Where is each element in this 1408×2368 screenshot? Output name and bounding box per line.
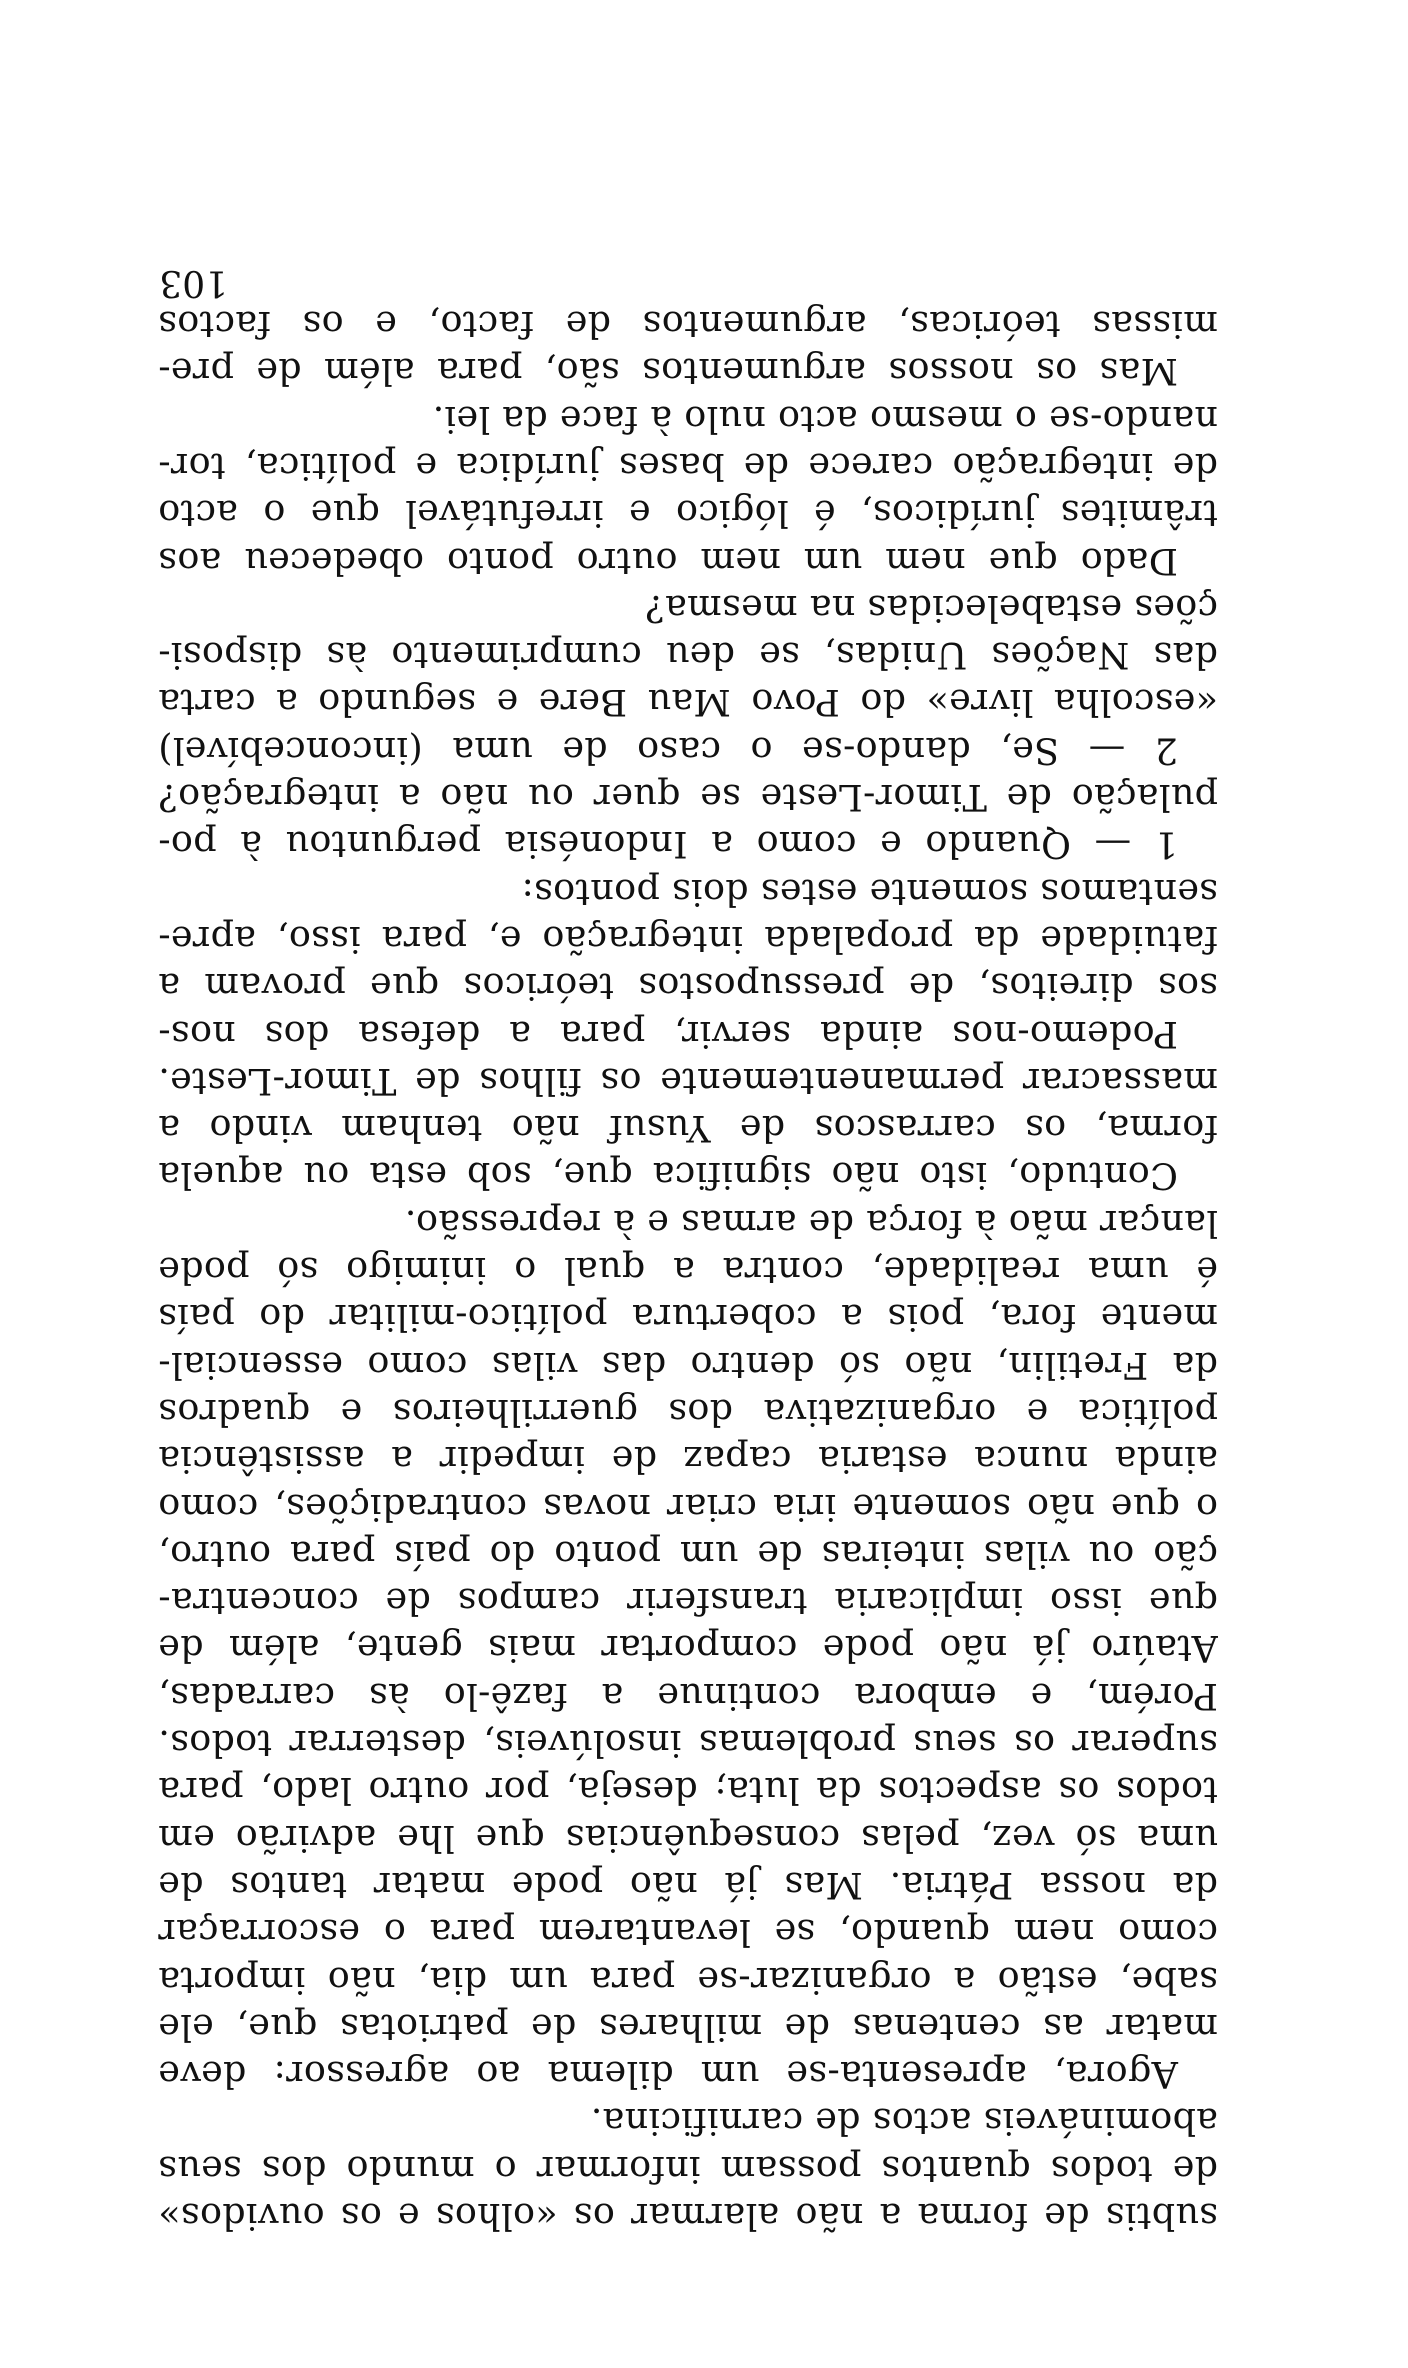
text-line: sos direitos, de pressupostos teóricos que provam a <box>158 965 1218 1009</box>
text-line: forma, os carrascos de Yusuf não tenham vindo a <box>158 1107 1218 1151</box>
text-line: política e organizativa dos guerrilheiros e quadros <box>158 1390 1218 1434</box>
text-line: Porém, e embora continue a fazê-lo às carradas, <box>158 1674 1218 1718</box>
text-line: missas teóricas, argumentos de facto, e os factos <box>158 303 1218 347</box>
text-line: nando-se o mesmo acto nulo à face da lei. <box>432 397 1218 441</box>
text-line: 2 — Se, dando-se o caso de uma (inconcebível) <box>158 728 1178 772</box>
text-line: todos os aspectos da luta; deseja, por outro lado, para <box>158 1769 1218 1813</box>
text-line: sabe, estão a organizar-se para um dia, não importa <box>158 1958 1218 2002</box>
text-line: massacrar permanentemente os filhos de Timor-Leste. <box>158 1059 1218 1103</box>
text-line: que isso implicaria transferir campos de concentra- <box>158 1580 1218 1624</box>
text-line: mente fora, pois a cobertura político-militar do país <box>158 1296 1218 1340</box>
body-text <box>158 301 1218 2240</box>
text-line: Mas os nossos argumentos são, para além de pre- <box>158 350 1178 394</box>
text-line: de integração carece de bases jurídica e política, tor- <box>158 445 1218 489</box>
text-line: trâmites jurídicos, é lógico e irrefutável que o acto <box>158 492 1218 536</box>
text-line: fatuidade da propalada integração e, para isso, apre- <box>158 917 1218 961</box>
text-line: matar as centenas de milhares de patriotas que, ele <box>158 2005 1218 2049</box>
text-line: Ataúro já não pode comportar mais gente, além de <box>158 1627 1218 1671</box>
text-line: «escolha livre» do Povo Mau Bere e segundo a carta <box>158 681 1218 725</box>
text-line: Dado que nem um nem outro ponto obedeceu aos <box>158 539 1178 583</box>
text-line: da nossa Pátria. Mas já não pode matar tantos de <box>158 1863 1218 1907</box>
text-line: ção ou vilas inteiras de um ponto do país para outro, <box>158 1532 1218 1576</box>
text-line: Contudo, isto não significa que, sob esta ou aquela <box>158 1154 1178 1198</box>
text-line: Podemo-nos ainda servir, para a defesa dos nos- <box>158 1012 1178 1056</box>
text-line: uma só vez, pelas consequências que lhe advirão em <box>158 1816 1218 1860</box>
text-line: de todos quantos possam informar o mundo dos seus <box>158 2147 1218 2191</box>
text-line: 1 — Quando e como a Indonésia perguntou à po- <box>158 823 1178 867</box>
text-line: ainda nunca estaria capaz de impedir a assistência <box>158 1438 1218 1482</box>
text-line: subtis de forma a não alarmar os «olhos e os ouvidos» <box>158 2195 1218 2238</box>
text-line: da Fretilin, não só dentro das vilas como essencial- <box>158 1343 1218 1387</box>
page-number: 103 <box>159 262 228 303</box>
text-line: como nem quando, se levantarem para o escorraçar <box>158 1911 1218 1955</box>
text-line: superar os seus problemas insolúveis, desterrar todos. <box>158 1722 1218 1766</box>
text-line: das Nações Unidas, se deu cumprimento às disposi- <box>158 634 1218 678</box>
text-line: o que não somente iria criar novas contradições, como <box>158 1485 1218 1529</box>
text-line: sentamos somente estes dois pontos: <box>521 870 1218 914</box>
text-line: lançar mão à força de armas e à repressão. <box>404 1201 1218 1245</box>
text-line: é uma realidade, contra a qual o inimigo só pode <box>158 1249 1218 1293</box>
text-line: pulação de Timor-Leste se quer ou não a integração? <box>158 776 1218 820</box>
text-line: ções estabelecidas na mesma? <box>644 586 1218 630</box>
text-line: Agora, apresenta-se um dilema ao agressor: deve <box>158 2053 1178 2097</box>
text-line: abomináveis actos de carnificina. <box>590 2100 1218 2144</box>
